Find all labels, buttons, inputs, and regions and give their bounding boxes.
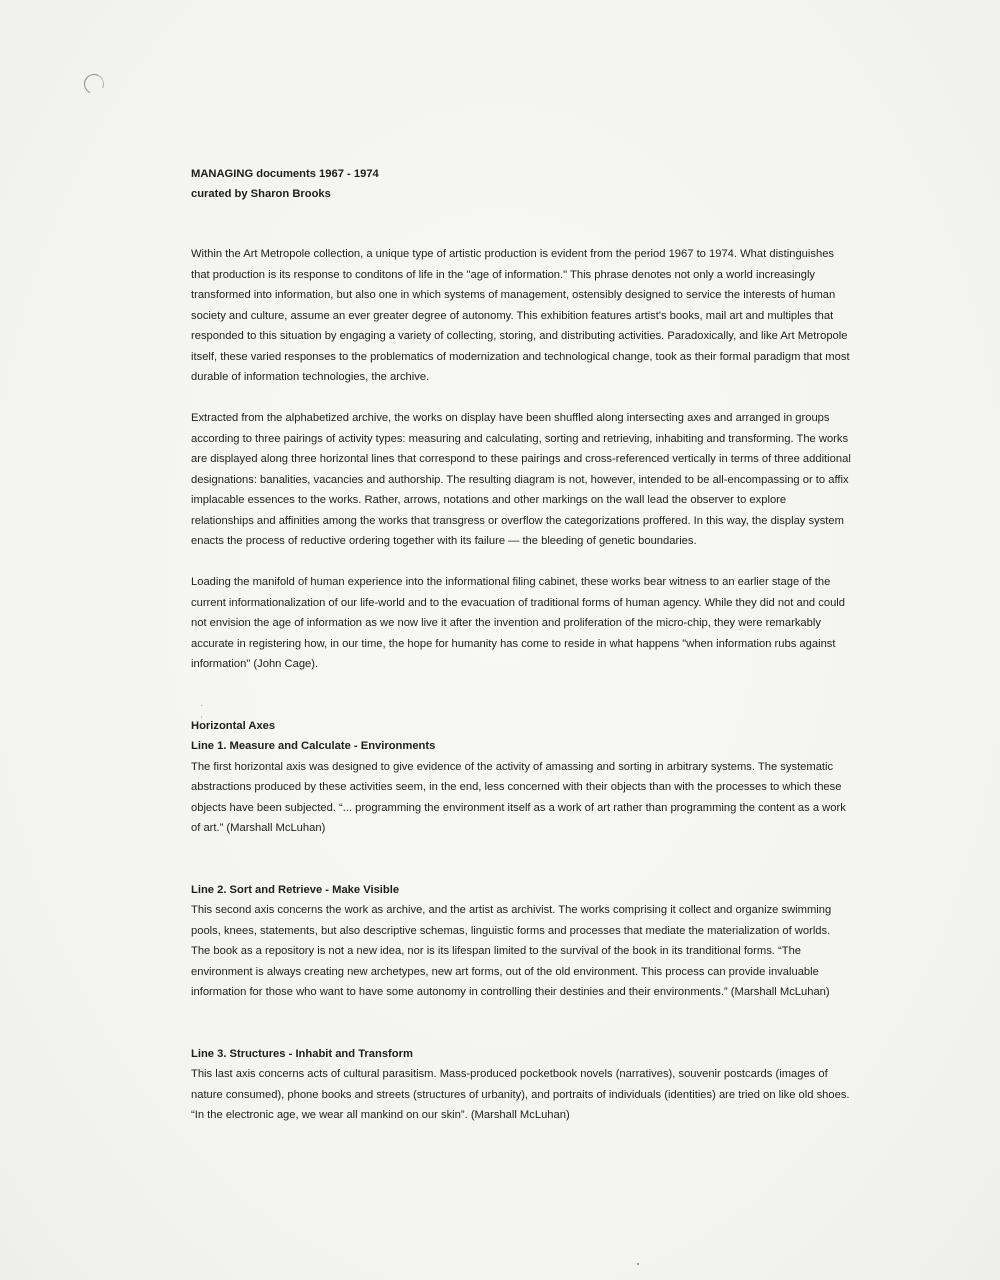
line-1-heading: Line 1. Measure and Calculate - Environments bbox=[191, 740, 436, 752]
paper-speck bbox=[637, 1263, 639, 1265]
intro-paragraph-1: Within the Art Metropole collection, a unique type of artistic production is evident from the period 1967 to 1974. What distinguishes that production is its response to conditons of life in the "age of information." This phrase denotes not only a world increasingly transformed into information, but also one in which systems of management, ostensibly designed to service the interests of human society and culture, assume an ever greater degree of autonomy. This exhibition features artist's books, mail art and multiples that responded to this situation by engaging a variety of collecting, storing, and distributing activities. Paradoxically, and like Art Metropole itself, these varied responses to the problematics of modernization and technological change, took as their formal paradigm that most durable of information technologies, the archive. bbox=[191, 248, 850, 383]
curator-line: curated by Sharon Brooks bbox=[191, 188, 331, 200]
document-title: MANAGING documents 1967 - 1974 bbox=[191, 168, 379, 180]
horizontal-axes-heading: Horizontal Axes bbox=[191, 719, 276, 732]
line-1-body: The first horizontal axis was designed to give evidence of the activity of amassing and sorting in arbitrary systems. The systematic abstractions produced by these activities seem, in the end, less concerned with their objects than with the processes to which these objects have been subjected. “... programming the environment itself as a work of art rather than programming the content as a work of art.” (Marshall McLuhan) bbox=[191, 760, 846, 834]
line-3-body: This last axis concerns acts of cultural parasitism. Mass-produced pocketbook novels (narratives), souvenir postcards (images of nature consumed), phone books and streets (structures of urbanity), and portraits of individuals (identities) are tried on like old shoes. “In the electronic age, we wear all mankind on our skin”. (Marshall McLuhan) bbox=[191, 1068, 850, 1121]
document-body bbox=[191, 164, 851, 1126]
line-2-body: This second axis concerns the work as archive, and the artist as archivist. The works comprising it collect and organize swimming pools, knees, statements, but also descriptive schemas, linguistic forms and processes that mediate the materialization of worlds. The book as a repository is not a new idea, nor is its lifespan limited to the survival of the book in its tranditional forms. “The environment is always creating new archetypes, new art forms, out of the old environment. This process can provide invaluable information for those who want to have some autonomy in controlling their destinies and their environments.” (Marshall McLuhan) bbox=[191, 904, 832, 998]
line-2-heading: Line 2. Sort and Retrieve - Make Visible bbox=[191, 883, 400, 896]
intro-paragraph-3: Loading the manifold of human experience into the informational filing cabinet, these works bear witness to an earlier stage of the current informationalization of our life-world and to the evacuation of traditional forms of human agency. While they did not and could not envision the age of information as we now live it after the invention and proliferation of the micro-chip, they were remarkably accurate in registering how, in our time, the hope for humanity has come to reside in what happens "when information rubs against information" (John Cage). bbox=[191, 576, 846, 670]
line-3-heading: Line 3. Structures - Inhabit and Transform bbox=[191, 1047, 413, 1060]
punch-hole bbox=[81, 71, 107, 97]
intro-paragraph-2: Extracted from the alphabetized archive, the works on display have been shuffled along intersecting axes and arranged in groups according to three pairings of activity types: measuring and calculating, sorting and retrieving, inhabiting and transforming. The works are displayed along three horizontal lines that correspond to these pairings and cross-referenced vertically in terms of three additional designations: banalities, vacancies and authorship. The resulting diagram is not, however, intended to be all-encompassing or to affix implacable essences to the works. Rather, arrows, notations and other markings on the wall lead the observer to explore relationships and affinities among the works that transgress or overflow the categorizations proffered. In this way, the display system enacts the process of reductive ordering together with its failure — the bleeding of genetic boundaries. bbox=[191, 412, 851, 547]
ink-smudge: · ⸒ bbox=[200, 700, 205, 719]
